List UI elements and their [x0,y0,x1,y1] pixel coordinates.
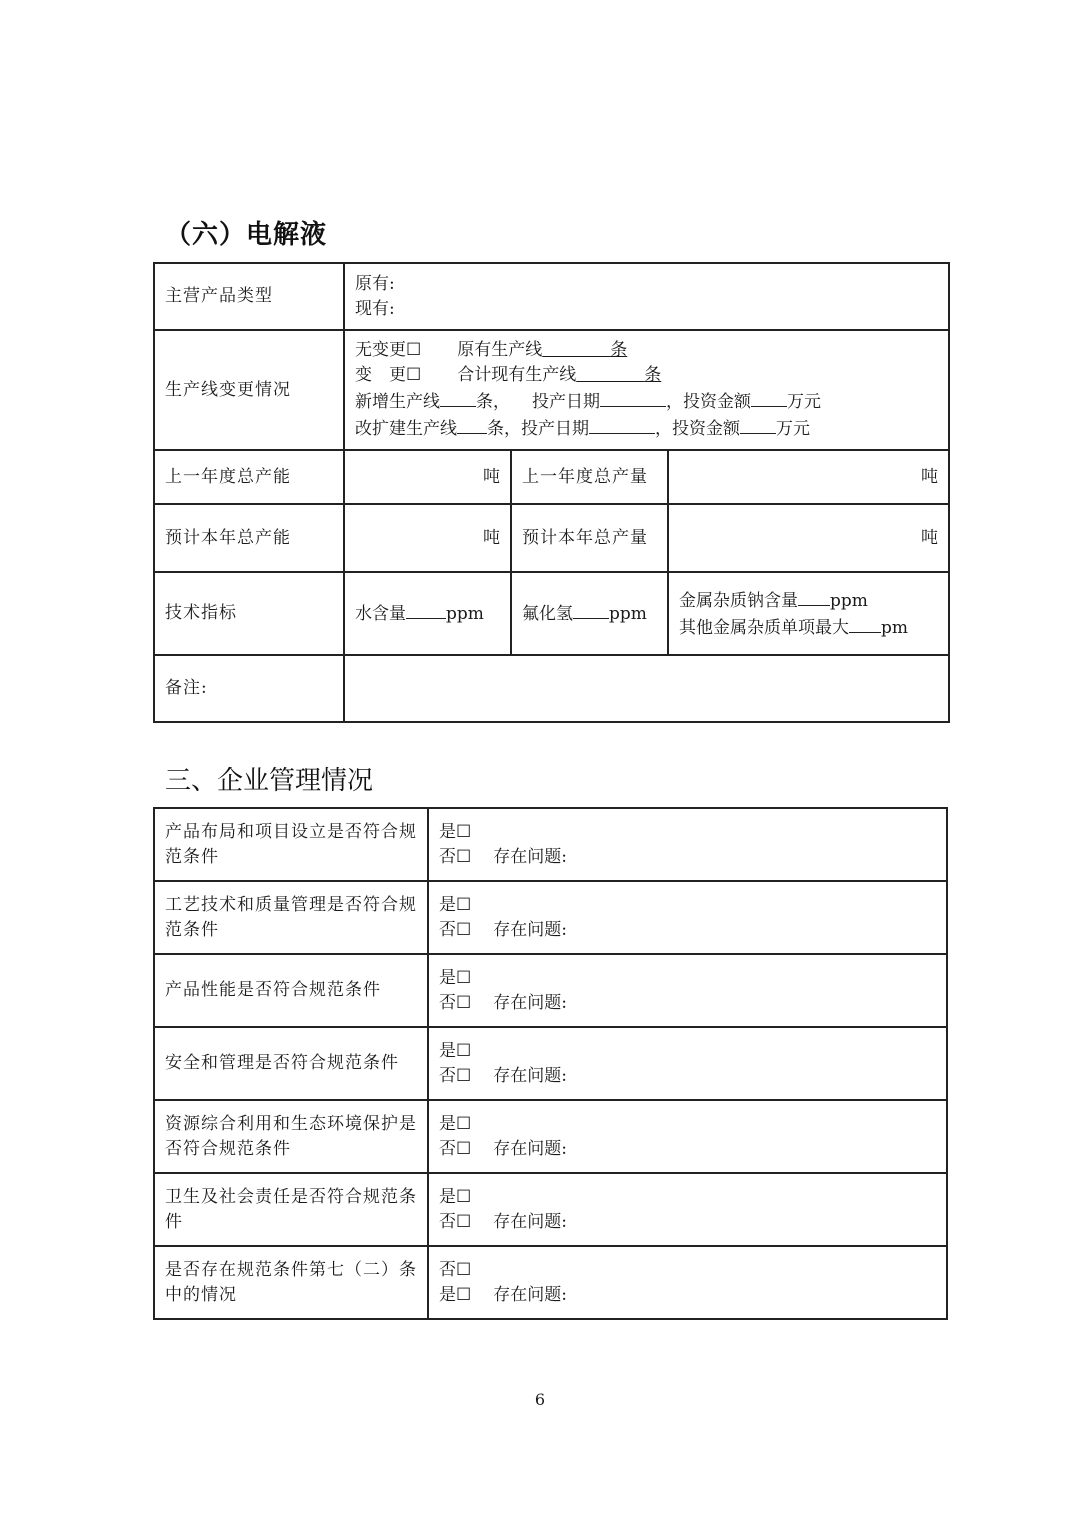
line-change-label: 生产线变更情况 [154,330,344,450]
metal-impurity-cell[interactable]: 金属杂质钠含量 ppm 其他金属杂质单项最大 pm [668,572,949,655]
last-year-output-label: 上一年度总产量 [511,450,668,504]
management-question: 安全和管理是否符合规范条件 [154,1027,428,1100]
option-checkbox-1[interactable]: 是☐ [439,967,472,988]
line-change-row [154,330,949,450]
option-checkbox-1[interactable]: 是☐ [439,1113,472,1134]
option-checkbox-2[interactable]: 否☐ [439,1138,472,1159]
expansion-date-blank[interactable] [589,415,655,434]
original-lines-blank[interactable]: 条 [610,340,628,360]
water-content-blank[interactable] [406,600,446,619]
current-product: 现有: [355,298,395,319]
change-line: 变 更☐ 合计现有生产线 条 [355,365,662,385]
management-question: 资源综合利用和生态环境保护是否符合规范条件 [154,1100,428,1173]
page-number: 6 [534,1390,546,1409]
option-checkbox-2[interactable]: 否☐ [439,992,472,1013]
option-checkbox-1[interactable]: 是☐ [439,1040,472,1061]
sodium-blank[interactable] [798,587,830,606]
section-six-title: （六）电解液 [165,220,328,250]
original-product: 原有: [355,273,395,294]
new-lines-line: 新增生产线 条， 投产日期 ，投资金额 万元 [355,388,938,415]
option-checkbox-2[interactable]: 是☐ [439,1284,472,1305]
no-change-checkbox[interactable]: 无变更☐ [355,340,422,360]
expansion-invest-blank[interactable] [740,415,776,434]
last-year-output-value[interactable]: 吨 [668,450,949,504]
management-row [154,1100,947,1173]
management-answer[interactable] [428,954,947,1027]
issue-label: 存在问题: [493,919,567,940]
main-product-label: 主营产品类型 [154,263,344,330]
last-year-capacity-label: 上一年度总产能 [154,450,344,504]
management-answer[interactable] [428,881,947,954]
management-question: 产品布局和项目设立是否符合规范条件 [154,808,428,881]
expansion-count-blank[interactable] [457,415,487,434]
option-checkbox-2[interactable]: 否☐ [439,1065,472,1086]
issue-label: 存在问题: [493,1211,567,1232]
last-year-capacity-value[interactable]: 吨 [344,450,511,504]
this-year-output-value[interactable]: 吨 [668,504,949,572]
expansion-lines-line: 改扩建生产线 条，投产日期 ，投资金额 万元 [355,415,938,442]
management-answer[interactable] [428,1027,947,1100]
management-answer[interactable] [428,1173,947,1246]
option-checkbox-1[interactable]: 是☐ [439,821,472,842]
new-lines-date-blank[interactable] [600,388,666,407]
change-checkbox[interactable]: 变 更☐ [355,365,422,385]
management-row [154,1246,947,1319]
hf-content-cell[interactable]: 氟化氢 ppm [511,572,668,655]
electrolyte-table [153,262,950,723]
option-checkbox-1[interactable]: 否☐ [439,1259,472,1280]
hf-content-blank[interactable] [573,600,609,619]
management-row [154,1173,947,1246]
last-year-row [154,450,949,504]
section-three-title: 三、企业管理情况 [165,766,374,796]
management-question: 是否存在规范条件第七（二）条中的情况 [154,1246,428,1319]
management-answer[interactable] [428,1246,947,1319]
option-checkbox-1[interactable]: 是☐ [439,1186,472,1207]
main-product-row [154,263,949,330]
option-checkbox-2[interactable]: 否☐ [439,1211,472,1232]
new-lines-invest-blank[interactable] [751,388,787,407]
management-row [154,808,947,881]
option-checkbox-2[interactable]: 否☐ [439,846,472,867]
this-year-row [154,504,949,572]
option-checkbox-2[interactable]: 否☐ [439,919,472,940]
remarks-value[interactable] [344,655,949,722]
total-lines-blank[interactable]: 条 [644,365,662,385]
this-year-capacity-label: 预计本年总产能 [154,504,344,572]
management-row [154,1027,947,1100]
management-row [154,881,947,954]
management-question: 工艺技术和质量管理是否符合规范条件 [154,881,428,954]
management-table [153,807,948,1320]
issue-label: 存在问题: [493,992,567,1013]
this-year-capacity-value[interactable]: 吨 [344,504,511,572]
issue-label: 存在问题: [493,1065,567,1086]
issue-label: 存在问题: [493,1284,567,1305]
management-row [154,954,947,1027]
management-answer[interactable] [428,808,947,881]
water-content-cell[interactable]: 水含量 ppm [344,572,511,655]
other-metal-blank[interactable] [849,614,881,633]
this-year-output-label: 预计本年总产量 [511,504,668,572]
remarks-label: 备注: [154,655,344,722]
tech-label: 技术指标 [154,572,344,655]
option-checkbox-1[interactable]: 是☐ [439,894,472,915]
issue-label: 存在问题: [493,846,567,867]
tech-row [154,572,949,655]
management-question: 卫生及社会责任是否符合规范条件 [154,1173,428,1246]
remarks-row [154,655,949,722]
new-lines-count-blank[interactable] [440,388,476,407]
line-change-value[interactable] [344,330,949,450]
management-question: 产品性能是否符合规范条件 [154,954,428,1027]
management-answer[interactable] [428,1100,947,1173]
no-change-line: 无变更☐ 原有生产线 条 [355,340,628,360]
main-product-value[interactable] [344,263,949,330]
issue-label: 存在问题: [493,1138,567,1159]
